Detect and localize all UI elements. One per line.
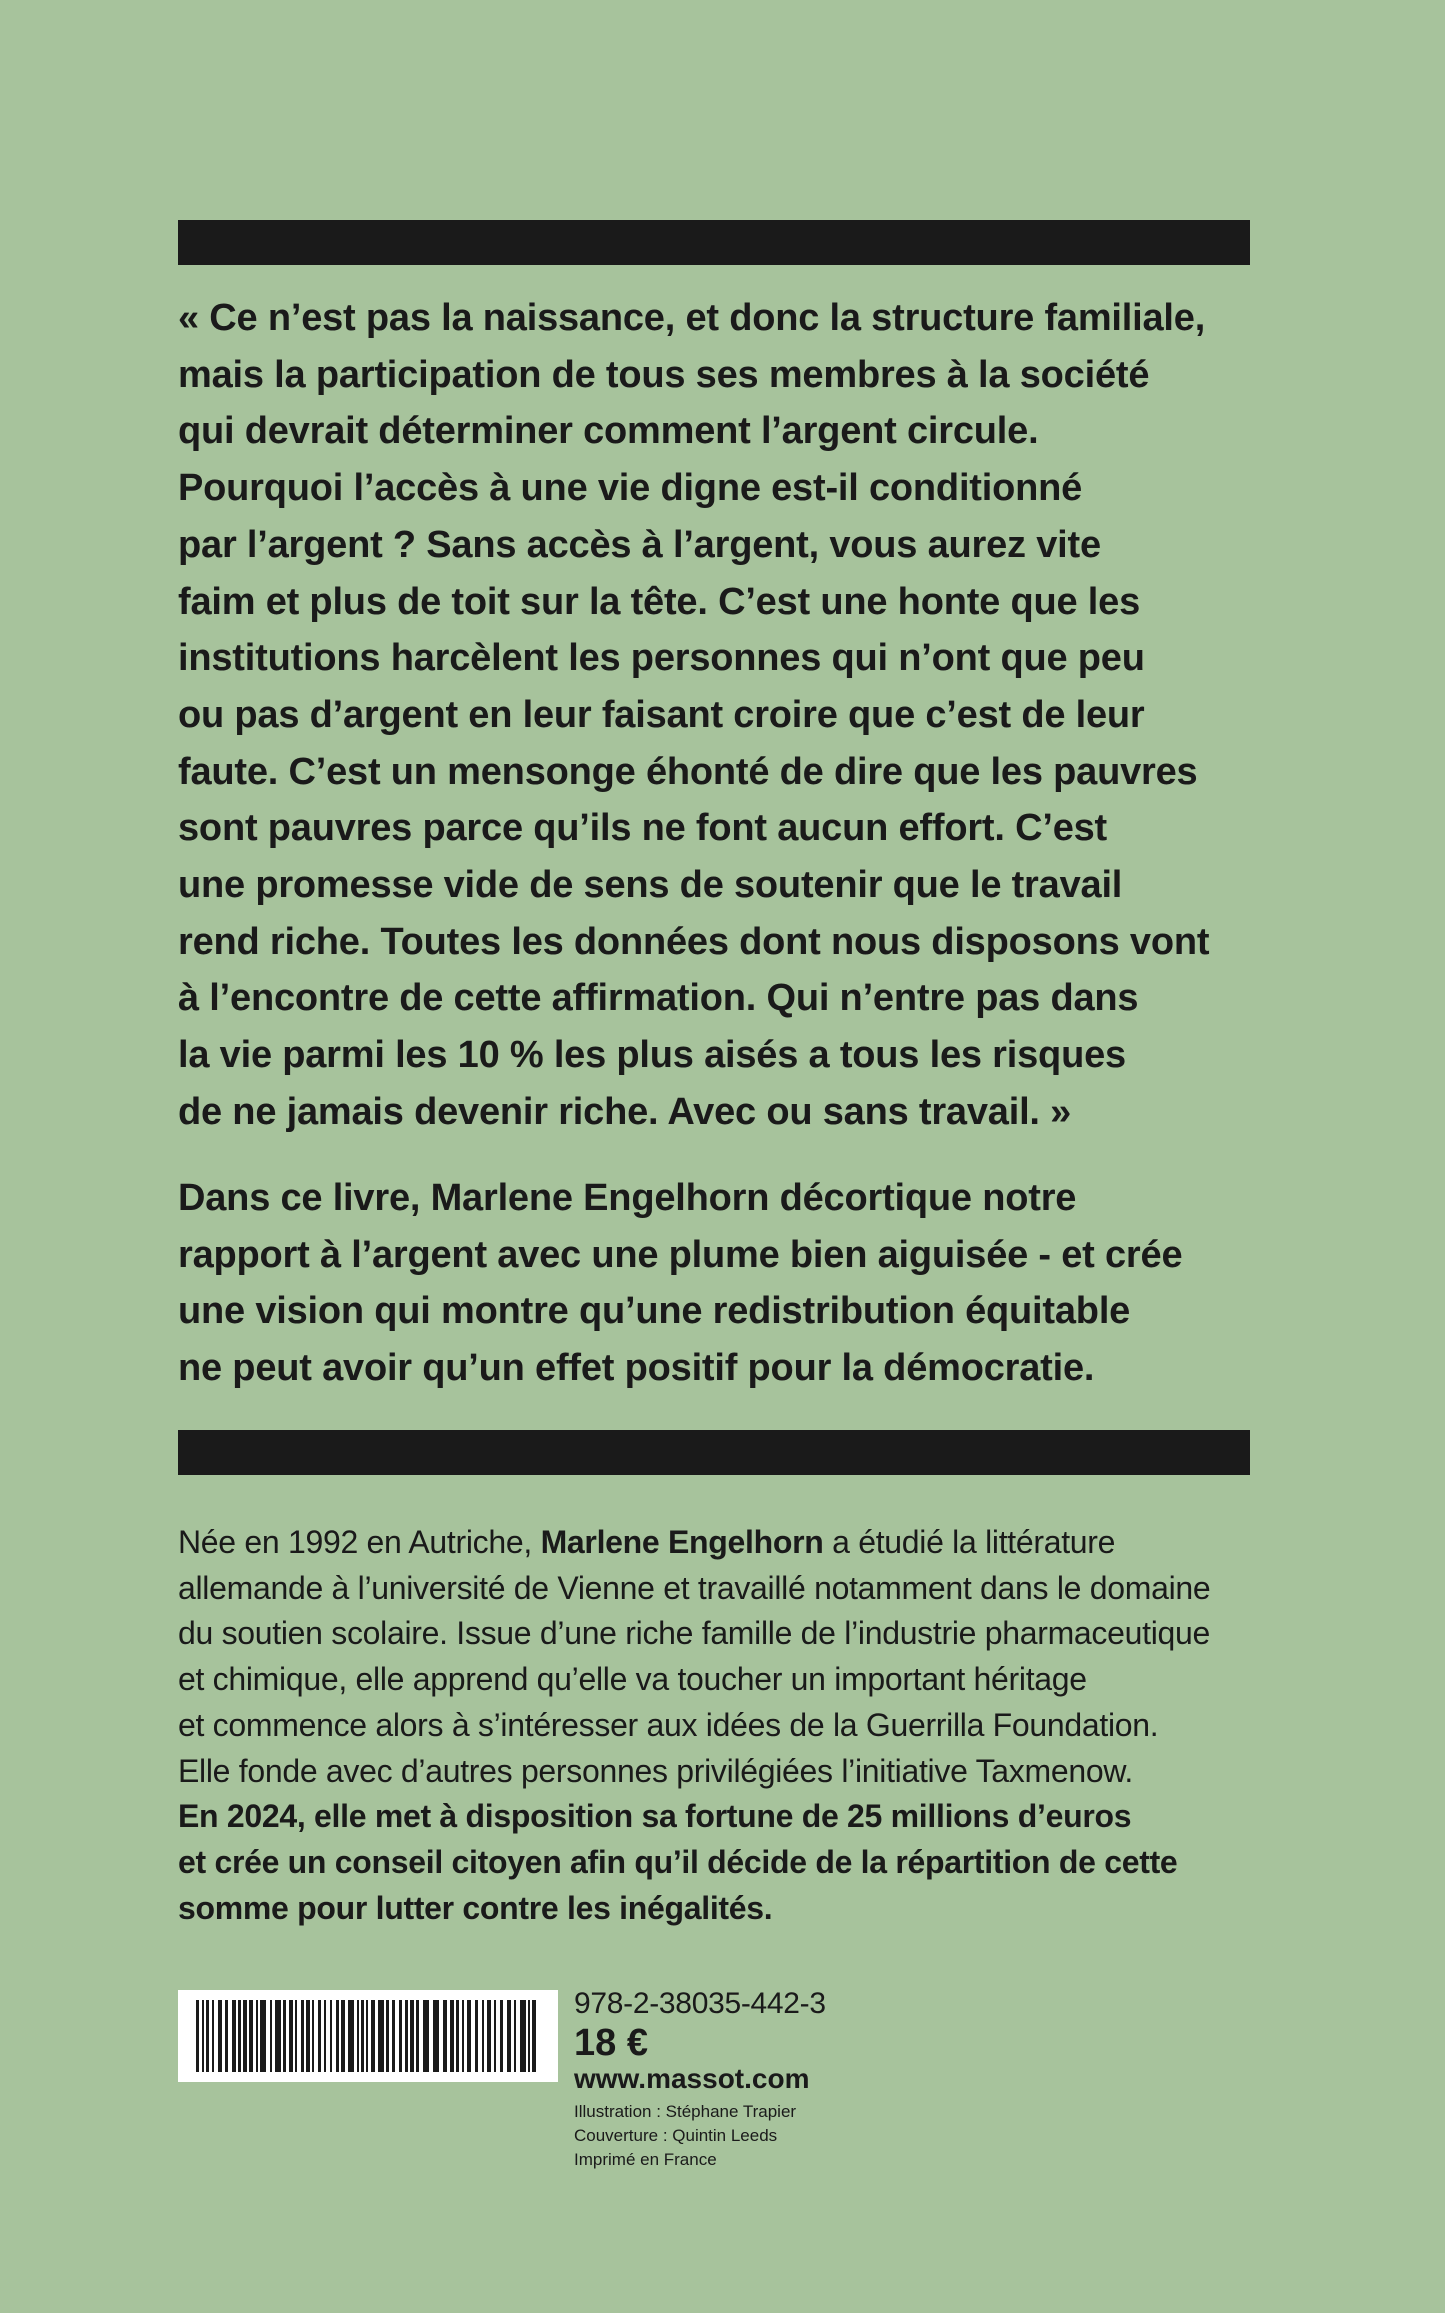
quote-line: rend riche. Toutes les données dont nous disposons vont: [178, 920, 1210, 963]
credit-cover: Couverture : Quintin Leeds: [574, 2126, 778, 2145]
barcode-bar: [270, 2000, 272, 2072]
barcode-bar: [399, 2000, 402, 2072]
bio-text: a étudié la littérature: [823, 1524, 1116, 1560]
barcode-bar: [405, 2000, 408, 2072]
quote-line: à l’encontre de cette affirmation. Qui n’entre pas dans: [178, 977, 1139, 1020]
quote-line: ou pas d’argent en leur faisant croire que c’est de leur: [178, 693, 1145, 736]
bio-line: du soutien scolaire. Issue d’une riche famille de l’industrie pharmaceutique: [178, 1615, 1211, 1652]
top-divider-bar: [178, 220, 1250, 265]
barcode-bar: [487, 2000, 491, 2072]
barcode-bar: [225, 2000, 228, 2072]
barcode-bar: [371, 2000, 375, 2072]
barcode-bar: [392, 2000, 395, 2072]
barcode-bar: [433, 2000, 439, 2072]
author-bio: [178, 1520, 1298, 1931]
barcode-bar: [238, 2000, 241, 2072]
barcode-bar: [494, 2000, 496, 2072]
barcode-bar: [348, 2000, 354, 2072]
barcode-bar: [202, 2000, 204, 2072]
quote-line: mais la participation de tous ses membres à la société: [178, 353, 1150, 396]
barcode-bar: [482, 2000, 484, 2072]
price: 18 €: [574, 2022, 648, 2064]
isbn: 978-2-38035-442-3: [574, 1987, 826, 2020]
barcode-bar: [330, 2000, 332, 2072]
barcode-bar: [243, 2000, 247, 2072]
barcode-bar: [443, 2000, 447, 2072]
barcode-bar: [206, 2000, 209, 2072]
barcode-bar: [450, 2000, 454, 2072]
bio-line-bold: somme pour lutter contre les inégalités.: [178, 1889, 773, 1926]
barcode-bar: [378, 2000, 384, 2072]
barcode-bar: [324, 2000, 326, 2072]
bio-line: et chimique, elle apprend qu’elle va toucher un important héritage: [178, 1661, 1087, 1698]
quote-line: qui devrait déterminer comment l’argent circule.: [178, 410, 1039, 453]
barcode-bar: [295, 2000, 297, 2072]
credits: [574, 2100, 796, 2172]
barcode-bar: [289, 2000, 293, 2072]
bio-line: Elle fonde avec d’autres personnes privilégiées l’initiative Taxmenow.: [178, 1752, 1133, 1789]
barcode-bar: [520, 2000, 526, 2072]
barcode-bar: [318, 2000, 321, 2072]
barcode-bar: [386, 2000, 389, 2072]
barcode-icon: [178, 1990, 558, 2082]
barcode-bar: [212, 2000, 214, 2072]
barcode-bar: [532, 2000, 536, 2072]
quote-line: faim et plus de toit sur la tête. C’est une honte que les: [178, 580, 1140, 623]
barcode-bar: [196, 2000, 199, 2072]
quote-line: Pourquoi l’accès à une vie digne est-il conditionné: [178, 467, 1083, 510]
barcode-bar: [528, 2000, 530, 2072]
barcode: [178, 1990, 558, 2082]
quote-line: de ne jamais devenir riche. Avec ou sans travail. »: [178, 1090, 1072, 1133]
barcode-bar: [514, 2000, 516, 2072]
credit-illustration: Illustration : Stéphane Trapier: [574, 2102, 797, 2121]
quote-line: la vie parmi les 10 % les plus aisés a tous les risques: [178, 1034, 1126, 1077]
barcode-bar: [423, 2000, 429, 2072]
barcode-bar: [462, 2000, 464, 2072]
barcode-bar: [275, 2000, 281, 2072]
barcode-bar: [475, 2000, 478, 2072]
barcode-bar: [232, 2000, 236, 2072]
back-cover-quote: [178, 290, 1288, 1141]
barcode-bar: [260, 2000, 266, 2072]
barcode-bar: [218, 2000, 222, 2072]
barcode-bar: [456, 2000, 459, 2072]
bio-line-bold: En 2024, elle met à disposition sa fortune de 25 millions d’euros: [178, 1798, 1132, 1835]
barcode-bar: [361, 2000, 364, 2072]
bio-line: allemande à l’université de Vienne et travaillé notamment dans le domaine: [178, 1569, 1211, 1606]
barcode-bar: [416, 2000, 419, 2072]
barcode-bar: [410, 2000, 414, 2072]
quote-line: sont pauvres parce qu’ils ne font aucun effort. C’est: [178, 807, 1108, 850]
author-name: Marlene Engelhorn: [540, 1524, 824, 1560]
bottom-divider-bar: [178, 1430, 1250, 1475]
credit-printed: Imprimé en France: [574, 2150, 717, 2169]
summary-line: une vision qui montre qu’une redistribution équitable: [178, 1290, 1131, 1333]
summary-line: Dans ce livre, Marlene Engelhorn décortique notre: [178, 1177, 1077, 1219]
publisher-website: www.massot.com: [574, 2063, 810, 2094]
barcode-bar: [341, 2000, 345, 2072]
barcode-bar: [366, 2000, 368, 2072]
quote-line: « Ce n’est pas la naissance, et donc la structure familiale,: [178, 297, 1206, 339]
barcode-bar: [467, 2000, 471, 2072]
barcode-bar: [357, 2000, 359, 2072]
quote-line: une promesse vide de sens de soutenir que le travail: [178, 864, 1123, 907]
barcode-bar: [301, 2000, 304, 2072]
barcode-bar: [249, 2000, 253, 2072]
quote-line: institutions harcèlent les personnes qui n’ont que peu: [178, 637, 1145, 680]
bio-line: [178, 1520, 1298, 1566]
book-summary: [178, 1170, 1288, 1397]
barcode-bar: [500, 2000, 503, 2072]
barcode-bar: [283, 2000, 286, 2072]
bio-line: et commence alors à s’intéresser aux idées de la Guerrilla Foundation.: [178, 1706, 1159, 1743]
bio-text: Née en 1992 en Autriche,: [178, 1524, 541, 1560]
quote-line: faute. C’est un mensonge éhonté de dire que les pauvres: [178, 750, 1198, 793]
barcode-bar: [312, 2000, 314, 2072]
quote-line: par l’argent ? Sans accès à l’argent, vous aurez vite: [178, 523, 1101, 566]
bio-line-bold: et crée un conseil citoyen afin qu’il décide de la répartition de cette: [178, 1843, 1178, 1880]
summary-line: rapport à l’argent avec une plume bien aiguisée - et crée: [178, 1233, 1183, 1276]
barcode-bar: [256, 2000, 258, 2072]
barcode-bar: [306, 2000, 310, 2072]
summary-line: ne peut avoir qu’un effet positif pour la démocratie.: [178, 1347, 1095, 1390]
barcode-bar: [507, 2000, 511, 2072]
barcode-bar: [336, 2000, 339, 2072]
